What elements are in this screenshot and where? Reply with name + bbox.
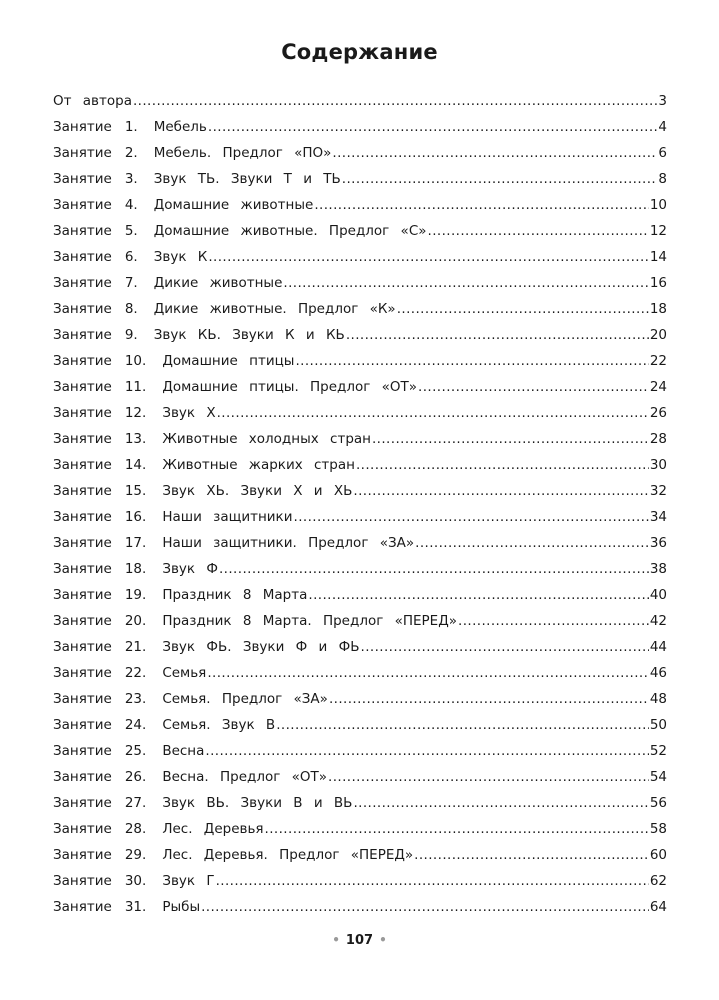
toc-entry-number: 28.	[124, 821, 147, 837]
toc-entry	[53, 478, 667, 504]
toc-entry-number: 16.	[124, 509, 147, 525]
toc-entry-number: 2.	[124, 145, 138, 161]
toc-entry-lesson-word: Занятие	[53, 743, 112, 759]
toc-entry-number: 6.	[124, 249, 138, 265]
toc-entry-label	[53, 842, 413, 868]
toc-entry-number: 3.	[124, 171, 138, 187]
toc-entry-page: 58	[649, 821, 667, 837]
page-number: 107	[345, 933, 374, 948]
toc-dot-leader	[295, 348, 648, 374]
toc-dot-leader	[356, 452, 649, 478]
toc-entry-number: 8.	[124, 301, 138, 317]
toc-entry-number: 31.	[124, 899, 147, 915]
toc-dot-leader	[372, 426, 649, 452]
toc-entry	[53, 738, 667, 764]
toc-entry-title: Лес. Деревья. Предлог «ПЕРЕД»	[162, 847, 414, 863]
toc-entry-title: Звук Г	[162, 873, 215, 889]
toc-entry-number: 10.	[124, 353, 147, 369]
toc-entry-title: Праздник 8 Марта	[162, 587, 308, 603]
toc-entry-page: 46	[649, 665, 667, 681]
toc-entry-number: 20.	[124, 613, 147, 629]
toc-entry-page: 24	[649, 379, 667, 395]
toc-entry-number: 17.	[124, 535, 147, 551]
toc-entry-title: Наши защитники	[162, 509, 293, 525]
toc-dot-leader	[353, 478, 648, 504]
footer-bullet-right: •	[379, 933, 387, 947]
toc-dot-leader	[265, 816, 649, 842]
toc-entry-title: Наши защитники. Предлог «ЗА»	[162, 535, 415, 551]
toc-entry-number: 19.	[124, 587, 147, 603]
toc-dot-leader	[219, 556, 649, 582]
toc-dot-leader	[328, 764, 649, 790]
toc-entry-lesson-word: Занятие	[53, 431, 112, 447]
toc-entry	[53, 426, 667, 452]
toc-entry	[53, 504, 667, 530]
toc-entry	[53, 530, 667, 556]
toc-entry	[53, 192, 667, 218]
toc-entry-label	[53, 140, 331, 166]
toc-entry-lesson-word: Занятие	[53, 717, 112, 733]
toc-entry-title: Семья. Звук В	[162, 717, 276, 733]
toc-entry-number: 24.	[124, 717, 147, 733]
toc-entry-label	[53, 244, 207, 270]
toc-entry	[53, 790, 667, 816]
toc-entry-lesson-word: Занятие	[53, 873, 112, 889]
toc-entry-title: Домашние животные. Предлог «С»	[153, 223, 427, 239]
toc-dot-leader	[217, 400, 649, 426]
toc-entry-title: Мебель	[153, 119, 207, 135]
toc-entry-title: Рыбы	[162, 899, 201, 915]
toc-entry-number: 11.	[124, 379, 147, 395]
toc-entry-number: 7.	[124, 275, 138, 291]
toc-dot-leader	[308, 582, 648, 608]
toc-entry	[53, 894, 667, 920]
toc-entry-title: Семья. Предлог «ЗА»	[162, 691, 328, 707]
toc-entry-page: 14	[649, 249, 667, 265]
toc-entry-label	[53, 192, 313, 218]
toc-entry-page: 52	[649, 743, 667, 759]
toc-entry-number: 5.	[124, 223, 138, 239]
toc-entry-page: 62	[649, 873, 667, 889]
toc-entry-number: 26.	[124, 769, 147, 785]
toc-entry-label	[53, 634, 360, 660]
toc-entry	[53, 244, 667, 270]
toc-entry-lesson-word: Занятие	[53, 223, 112, 239]
toc-entry-page: 50	[649, 717, 667, 733]
toc-entry-label	[53, 322, 345, 348]
toc-entry-label	[53, 166, 341, 192]
toc-dot-leader	[205, 738, 648, 764]
toc-dot-leader	[294, 504, 649, 530]
toc-entry	[53, 374, 667, 400]
toc-dot-leader	[314, 192, 648, 218]
toc-entry-lesson-word: Занятие	[53, 119, 112, 135]
toc-dot-leader	[414, 842, 649, 868]
toc-entry-label	[53, 686, 328, 712]
toc-entry	[53, 686, 667, 712]
toc-entry-label	[53, 296, 396, 322]
toc-dot-leader	[353, 790, 648, 816]
toc-entry	[53, 114, 667, 140]
toc-entry-title: Дикие животные	[153, 275, 283, 291]
toc-entry-page: 34	[649, 509, 667, 525]
toc-entry-page: 54	[649, 769, 667, 785]
toc-entry	[53, 634, 667, 660]
toc-entry-title: Звук КЬ. Звуки К и КЬ	[153, 327, 345, 343]
toc-entry-number: 22.	[124, 665, 147, 681]
toc-entry-lesson-word: Занятие	[53, 379, 112, 395]
toc-dot-leader	[201, 894, 649, 920]
toc-entry-label	[53, 738, 204, 764]
toc-entry-number: 14.	[124, 457, 147, 473]
toc-entry-page: 38	[649, 561, 667, 577]
toc-dot-leader	[276, 712, 649, 738]
toc-entry-page: 26	[649, 405, 667, 421]
toc-entry-page: 48	[649, 691, 667, 707]
toc-dot-leader	[208, 114, 658, 140]
toc-entry-page: 20	[649, 327, 667, 343]
toc-entry-page: 60	[649, 847, 667, 863]
toc-entry-lesson-word: Занятие	[53, 535, 112, 551]
toc-entry-title: Весна. Предлог «ОТ»	[162, 769, 328, 785]
toc-entry	[53, 764, 667, 790]
toc-entry-number: 29.	[124, 847, 147, 863]
toc-entry-lesson-word: Занятие	[53, 509, 112, 525]
footer-bullet-left: •	[332, 933, 340, 947]
toc-entry	[53, 296, 667, 322]
toc-entry-title: Звук ФЬ. Звуки Ф и ФЬ	[162, 639, 360, 655]
toc-entry-lesson-word: Занятие	[53, 639, 112, 655]
toc-entry-title: Мебель. Предлог «ПО»	[153, 145, 332, 161]
toc-dot-leader	[418, 374, 649, 400]
toc-entry-title: Звук К	[153, 249, 208, 265]
toc-entry-label	[53, 218, 427, 244]
toc-entry-label	[53, 348, 294, 374]
toc-entry-page: 28	[649, 431, 667, 447]
toc-entry-label	[53, 374, 417, 400]
toc-entry-label	[53, 114, 207, 140]
toc-entry-number: 30.	[124, 873, 147, 889]
toc-entry-label	[53, 478, 352, 504]
toc-entry-label	[53, 816, 264, 842]
toc-entry-label	[53, 504, 293, 530]
toc-entry-page: 3	[658, 93, 667, 109]
toc-entry-lesson-word: Занятие	[53, 275, 112, 291]
toc-dot-leader	[361, 634, 649, 660]
toc-entry-page: 36	[649, 535, 667, 551]
toc-entry-label	[53, 764, 327, 790]
toc-entry-lesson-word: Занятие	[53, 483, 112, 499]
toc-entry	[53, 712, 667, 738]
toc-entry-lesson-word: Занятие	[53, 665, 112, 681]
toc-dot-leader	[207, 660, 649, 686]
toc-entry-number: 18.	[124, 561, 147, 577]
toc-entry-label	[53, 452, 355, 478]
toc-entry-page: 10	[649, 197, 667, 213]
toc-entry-label	[53, 790, 352, 816]
toc-entry-title: Звук Х	[162, 405, 216, 421]
toc-entry-number: 23.	[124, 691, 147, 707]
toc-entry-label	[53, 530, 414, 556]
toc-entry	[53, 322, 667, 348]
toc-entry	[53, 842, 667, 868]
toc-entry	[53, 660, 667, 686]
toc-entry-lesson-word: Занятие	[53, 353, 112, 369]
toc-entry-label	[53, 868, 215, 894]
toc-entry-lesson-word: Занятие	[53, 769, 112, 785]
toc-entry-label	[53, 556, 218, 582]
toc-entry-title: Домашние птицы	[162, 353, 295, 369]
toc-entry	[53, 452, 667, 478]
toc-dot-leader	[415, 530, 649, 556]
toc-entry-title: Дикие животные. Предлог «К»	[153, 301, 396, 317]
toc-entry-label	[53, 88, 132, 114]
toc-entry-title: Домашние животные	[153, 197, 314, 213]
toc-entry-label	[53, 582, 307, 608]
toc-entry-page: 30	[649, 457, 667, 473]
toc-entry-title: Звук ВЬ. Звуки В и ВЬ	[162, 795, 353, 811]
toc-entry	[53, 218, 667, 244]
toc-dot-leader	[342, 166, 658, 192]
toc-entry-label	[53, 400, 216, 426]
toc-dot-leader	[329, 686, 649, 712]
toc-entry-lesson-word: Занятие	[53, 145, 112, 161]
toc-entry-page: 42	[649, 613, 667, 629]
toc-entry-number: 27.	[124, 795, 147, 811]
toc-entry-intro	[53, 88, 667, 114]
toc-entry-number: 12.	[124, 405, 147, 421]
toc-entry-lesson-word: Занятие	[53, 327, 112, 343]
toc-entry-page: 16	[649, 275, 667, 291]
toc-entry-number: 9.	[124, 327, 138, 343]
toc-entry-number: 13.	[124, 431, 147, 447]
toc-dot-leader	[428, 218, 649, 244]
toc-entry	[53, 816, 667, 842]
toc-entry-label	[53, 712, 275, 738]
toc-entry-page: 8	[658, 171, 667, 187]
toc-entry-page: 44	[649, 639, 667, 655]
toc-entry-title: Звук Ф	[162, 561, 218, 577]
toc-entry-lesson-word: Занятие	[53, 613, 112, 629]
toc-entry	[53, 270, 667, 296]
toc-entry-lesson-word: Занятие	[53, 821, 112, 837]
toc-dot-leader	[332, 140, 657, 166]
toc-entry-lesson-word: Занятие	[53, 561, 112, 577]
toc-entry-number: 25.	[124, 743, 147, 759]
toc-entry	[53, 166, 667, 192]
toc-entry-page: 40	[649, 587, 667, 603]
toc-dot-leader	[397, 296, 649, 322]
toc-entry-lesson-word: Занятие	[53, 405, 112, 421]
toc-entry-page: 56	[649, 795, 667, 811]
toc-entry-lesson-word: Занятие	[53, 249, 112, 265]
toc-entry-lesson-word: Занятие	[53, 171, 112, 187]
toc-entry-title: Домашние птицы. Предлог «ОТ»	[162, 379, 418, 395]
toc-entry-title: Лес. Деревья	[162, 821, 264, 837]
toc-entry	[53, 608, 667, 634]
toc-entry-label	[53, 270, 282, 296]
toc-entry-label	[53, 894, 200, 920]
toc-entry	[53, 582, 667, 608]
toc-entry-lesson-word: Занятие	[53, 301, 112, 317]
toc-dot-leader	[216, 868, 649, 894]
toc-entry-page: 18	[649, 301, 667, 317]
toc-entry-title: Звук ХЬ. Звуки Х и ХЬ	[162, 483, 353, 499]
toc-entry-page: 64	[649, 899, 667, 915]
toc-entry-title: Праздник 8 Марта. Предлог «ПЕРЕД»	[162, 613, 458, 629]
toc-entry-label	[53, 426, 371, 452]
toc-entry-lesson-word: Занятие	[53, 587, 112, 603]
toc-entry-title: Животные жарких стран	[162, 457, 355, 473]
toc-entry	[53, 400, 667, 426]
toc-entry-lesson-word: Занятие	[53, 691, 112, 707]
toc-dot-leader	[458, 608, 649, 634]
page-footer	[0, 933, 719, 948]
toc-dot-leader	[133, 88, 657, 114]
toc-entry-number: 15.	[124, 483, 147, 499]
toc-entry	[53, 868, 667, 894]
toc-entry-title: Животные холодных стран	[162, 431, 371, 447]
toc-entry-number: 4.	[124, 197, 138, 213]
toc-entry	[53, 556, 667, 582]
toc-entry-lesson-word: Занятие	[53, 899, 112, 915]
toc-entry-label	[53, 660, 206, 686]
toc-entry-page: 22	[649, 353, 667, 369]
toc-entry-title: Звук ТЬ. Звуки Т и ТЬ	[153, 171, 341, 187]
toc-entry-lesson-word: Занятие	[53, 457, 112, 473]
toc-entry-number: 21.	[124, 639, 147, 655]
toc-entry-page: 4	[658, 119, 667, 135]
toc-dot-leader	[346, 322, 649, 348]
toc-entry-lesson-word: Занятие	[53, 847, 112, 863]
toc-entry-lesson-word: Занятие	[53, 795, 112, 811]
toc-entry-page: 12	[649, 223, 667, 239]
toc-entry-page: 32	[649, 483, 667, 499]
toc-entry-title: Весна	[162, 743, 205, 759]
toc-entry-title: Семья	[162, 665, 207, 681]
toc-dot-leader	[283, 270, 648, 296]
toc-entry-lesson-word: Занятие	[53, 197, 112, 213]
toc-entry	[53, 348, 667, 374]
toc-entry-title: От автора	[53, 93, 132, 109]
toc-entry	[53, 140, 667, 166]
page-title: Содержание	[281, 40, 438, 64]
toc-entry-number: 1.	[124, 119, 138, 135]
toc-entry-label	[53, 608, 457, 634]
toc-entry-page: 6	[658, 145, 667, 161]
table-of-contents	[53, 88, 667, 920]
toc-dot-leader	[208, 244, 648, 270]
